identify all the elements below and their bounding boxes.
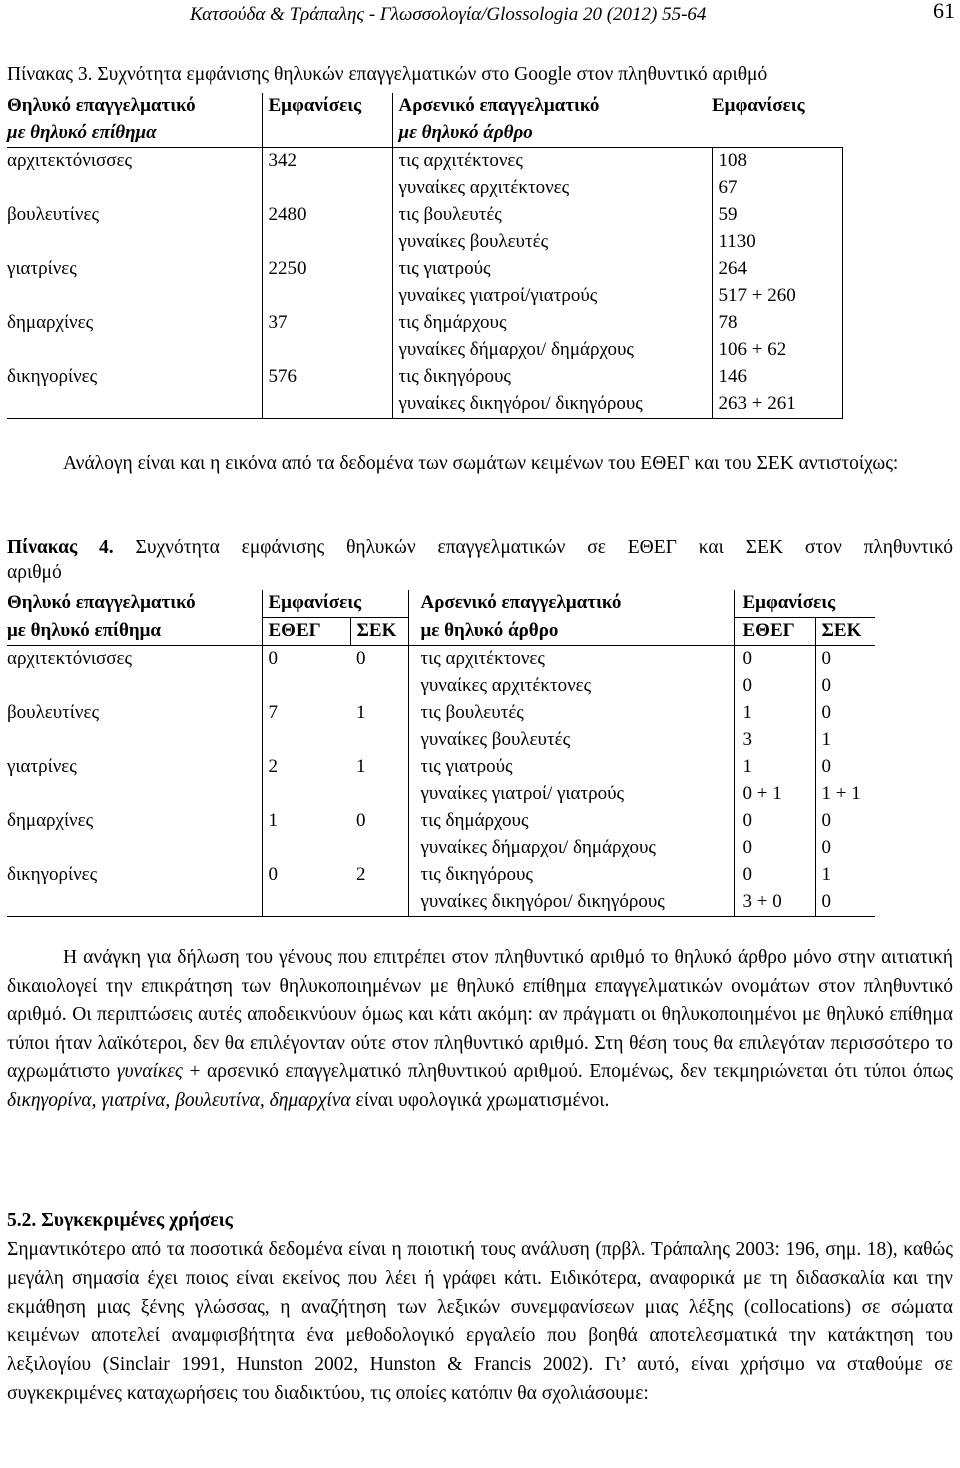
t3-cell-feminine-count: 2480 <box>262 202 392 229</box>
t3-cell-feminine <box>7 391 262 419</box>
t4-cell-eqeg-masc: 0 <box>734 808 815 835</box>
t3-cell-feminine-count <box>262 337 392 364</box>
t3-cell-feminine-count: 576 <box>262 364 392 391</box>
table4-caption-line2: αριθμό <box>7 562 62 583</box>
t3-cell-masculine-count: 106 + 62 <box>712 337 842 364</box>
t4-cell-eqeg-masc: 0 <box>734 646 815 674</box>
table-row <box>7 310 842 337</box>
t3-cell-feminine-count: 37 <box>262 310 392 337</box>
t3-cell-masculine: γυναίκες δικηγόροι/ δικηγόρους <box>392 391 712 419</box>
table-row <box>7 283 842 310</box>
t4-cell-eqeg-masc: 0 <box>734 862 815 889</box>
t4-cell-eqeg-masc: 0 <box>734 835 815 862</box>
paragraph-between-tables: Ανάλογη είναι και η εικόνα από τα δεδομένα των σωμάτων κειμένων του ΕΘΕΓ και του ΣΕΚ αντιστοίχως: <box>63 453 899 474</box>
table4-caption-label: Πίνακας 4. <box>7 537 114 558</box>
t3-cell-masculine-count: 59 <box>712 202 842 229</box>
t3-cell-masculine: γυναίκες γιατροί/γιατρούς <box>392 283 712 310</box>
t3-cell-masculine-count: 263 + 261 <box>712 391 842 419</box>
t3-cell-feminine: βουλευτίνες <box>7 202 262 229</box>
section-body: Σημαντικότερο από τα ποσοτικά δεδομένα είναι η ποιοτική τους ανάλυση (πρβλ. Τράπαλης 2003: 196, σημ. 18), καθώς μεγάλη σημασία έχει ποιος είναι εκείνος που λέει ή γράφει κάτι. Ειδικότερα, αναφορικά με τη διδασκαλία και την εκμάθηση μιας ξένης γλώσσας, η αναζήτηση των λεξικών συνεμφανίσεων μιας λέξης (collocations) σε σώματα κειμένων αποτελεί αναμφισβήτητα ένα μεθοδολογικό εργαλείο που βοηθά αποτελεσματικά την κατάκτηση του λεξιλογίου (Sinclair 1991, Hunston 2002, Hunston & Francis 2002). Γι’ αυτό, είναι χρήσιμο να σταθούμε σε συγκεκριμένες καταχωρήσεις του διαδικτύου, τις οποίες κατόπιν θα σχολιάσουμε: <box>7 1239 953 1404</box>
t3-cell-feminine: γιατρίνες <box>7 256 262 283</box>
t4-cell-sek: 0 <box>356 810 366 831</box>
t3-cell-masculine: τις δικηγόρους <box>392 364 712 391</box>
t4-header-col3-line1: Αρσενικό επαγγελματικό <box>408 590 734 618</box>
t3-header-col3-line1: Αρσενικό επαγγελματικό <box>398 95 600 116</box>
t4-header-sub-b: ΣΕΚ <box>350 618 408 646</box>
t3-cell-feminine-count <box>262 283 392 310</box>
t4-cell-sek: 2 <box>356 864 366 885</box>
t3-cell-masculine-count: 517 + 260 <box>712 283 842 310</box>
t4-cell-feminine <box>7 781 262 808</box>
t4-cell-sek: 1 <box>356 702 366 723</box>
table3-caption: Πίνακας 3. Συχνότητα εμφάνισης θηλυκών επαγγελματικών στο Google στον πληθυντικό αριθμό <box>7 64 768 85</box>
t3-cell-masculine-count: 108 <box>712 148 842 176</box>
table4 <box>7 590 875 917</box>
t4-cell-eqeg-masc: 0 <box>734 673 815 700</box>
table-row <box>7 754 875 781</box>
t4-cell-feminine: αρχιτεκτόνισσες <box>7 646 262 674</box>
t3-cell-feminine <box>7 229 262 256</box>
section-heading: 5.2. Συγκεκριμένες χρήσεις <box>7 1210 233 1231</box>
table-row <box>7 781 875 808</box>
t4-header-sub-c: ΕΘΕΓ <box>734 618 815 646</box>
table-row <box>7 835 875 862</box>
t3-cell-feminine: δημαρχίνες <box>7 310 262 337</box>
t3-cell-feminine-count: 2250 <box>262 256 392 283</box>
t4-cell-eqeg: 0 <box>268 864 278 885</box>
t4-cell-sek: 1 <box>356 756 366 777</box>
analysis-text-3: είναι υφολογικά χρωματισμένοι. <box>350 1089 610 1111</box>
t4-header-sub-a: ΕΘΕΓ <box>262 618 350 646</box>
t3-cell-masculine-count: 67 <box>712 175 842 202</box>
t3-cell-masculine: τις δημάρχους <box>392 310 712 337</box>
t4-cell-sek-masc: 1 + 1 <box>821 783 861 804</box>
t3-header-col2: Εμφανίσεις <box>262 93 392 120</box>
t3-cell-masculine: γυναίκες βουλευτές <box>392 229 712 256</box>
t3-cell-feminine-count <box>262 175 392 202</box>
t3-cell-masculine: τις γιατρούς <box>392 256 712 283</box>
t3-cell-masculine-count: 146 <box>712 364 842 391</box>
t4-cell-sek-masc: 1 <box>821 864 831 885</box>
t4-cell-eqeg: 1 <box>268 810 278 831</box>
table-row <box>7 889 875 917</box>
t4-cell-eqeg-masc: 3 + 0 <box>734 889 815 917</box>
t4-cell-sek <box>350 673 408 700</box>
t3-cell-masculine: τις βουλευτές <box>392 202 712 229</box>
t4-cell-eqeg <box>262 835 350 862</box>
t4-cell-masculine: τις δικηγόρους <box>408 862 734 889</box>
t4-cell-feminine <box>7 673 262 700</box>
t3-cell-masculine: γυναίκες αρχιτέκτονες <box>392 175 712 202</box>
t3-cell-masculine-count: 264 <box>712 256 842 283</box>
table-row <box>7 364 842 391</box>
t3-header-col1-line2: με θηλυκό επίθημα <box>7 120 262 148</box>
t4-cell-feminine: δικηγορίνες <box>7 862 262 889</box>
t4-cell-sek: 0 <box>356 648 366 669</box>
t4-cell-feminine <box>7 889 262 917</box>
t4-cell-sek-masc: 0 <box>821 675 831 696</box>
t4-cell-masculine: γυναίκες δήμαρχοι/ δημάρχους <box>408 835 734 862</box>
t3-cell-masculine-count: 78 <box>712 310 842 337</box>
t4-header-col1-line2: με θηλυκό επίθημα <box>7 618 262 646</box>
t4-cell-sek-masc: 1 <box>821 729 831 750</box>
analysis-paragraph <box>7 944 953 1115</box>
table-row <box>7 862 875 889</box>
analysis-italic-2: δικηγορίνα, γιατρίνα, βουλευτίνα, δημαρχίνα <box>7 1089 351 1111</box>
t3-cell-feminine <box>7 337 262 364</box>
t3-cell-feminine <box>7 175 262 202</box>
t4-cell-sek-masc: 0 <box>821 810 831 831</box>
t3-cell-feminine: δικηγορίνες <box>7 364 262 391</box>
t4-cell-masculine: γυναίκες βουλευτές <box>408 727 734 754</box>
t3-cell-masculine: γυναίκες δήμαρχοι/ δημάρχους <box>392 337 712 364</box>
t4-cell-feminine: δημαρχίνες <box>7 808 262 835</box>
table-row <box>7 391 842 419</box>
t4-cell-eqeg-masc: 0 + 1 <box>734 781 815 808</box>
t4-cell-sek-masc: 0 <box>815 889 875 917</box>
table-row <box>7 727 875 754</box>
t4-cell-masculine: τις γιατρούς <box>408 754 734 781</box>
t3-cell-feminine-count: 342 <box>262 148 392 176</box>
table-row <box>7 700 875 727</box>
t4-cell-eqeg <box>262 673 350 700</box>
running-header-citation: Κατσούδα & Τράπαλης - Γλωσσολογία/Glossologia 20 (2012) 55-64 <box>190 4 707 25</box>
t3-cell-masculine: τις αρχιτέκτονες <box>392 148 712 176</box>
t4-cell-sek-masc: 0 <box>821 702 831 723</box>
page-number: 61 <box>933 0 955 23</box>
t4-cell-eqeg: 2 <box>268 756 278 777</box>
table-row <box>7 229 842 256</box>
t3-header-col3-line2: με θηλυκό άρθρο <box>392 120 712 148</box>
t4-header-col3-line2: με θηλυκό άρθρο <box>408 618 734 646</box>
t4-cell-eqeg-masc: 3 <box>734 727 815 754</box>
analysis-text-2: + αρσενικό επαγγελματικό πληθυντικού αριθμού. Επομένως, δεν τεκμηριώνεται ότι τύποι όπως <box>182 1061 954 1082</box>
t4-cell-masculine: γυναίκες γιατροί/ γιατρούς <box>408 781 734 808</box>
t4-cell-feminine: γιατρίνες <box>7 754 262 781</box>
t4-cell-eqeg <box>262 727 350 754</box>
table-row <box>7 673 875 700</box>
t4-header-col1-line1: Θηλυκό επαγγελματικό <box>7 590 262 618</box>
t4-cell-eqeg: 0 <box>268 648 278 669</box>
table3 <box>7 93 843 419</box>
analysis-text-1: Η ανάγκη για δήλωση του γένους που επιτρέπει στον πληθυντικό αριθμό το θηλυκό άρθρο μόνο στην αιτιατική δικαιολογεί την επικράτηση των θηλυκοποιημένων με θηλυκό επίθημα επαγγελματικών ονομάτων στον πληθυντικό αριθμό. Οι περιπτώσεις αυτές αποδεικνύουν όμως και κάτι ακόμη: αν πράγματι οι θηλυκοποιημένοι με θηλυκό επίθημα τύποι ήταν λαϊκότεροι, δεν θα επιλέγονταν ούτε στον πληθυντικό αριθμό. Στη θέση τους θα επιλεγόταν περισσότερο το αχρωμάτιστο <box>7 947 953 1082</box>
table4-caption <box>7 534 953 562</box>
t3-cell-feminine-count <box>262 229 392 256</box>
t3-cell-feminine <box>7 283 262 310</box>
t4-header-col2: Εμφανίσεις <box>262 590 408 618</box>
t4-cell-sek <box>350 781 408 808</box>
table-row <box>7 808 875 835</box>
table-row <box>7 646 875 674</box>
t4-cell-feminine <box>7 727 262 754</box>
table-row <box>7 148 842 176</box>
t4-header-col4: Εμφανίσεις <box>734 590 875 618</box>
t4-cell-masculine: τις αρχιτέκτονες <box>408 646 734 674</box>
t4-cell-eqeg-masc: 1 <box>734 754 815 781</box>
analysis-italic-1: γυναίκες <box>116 1061 183 1082</box>
t4-cell-eqeg <box>262 781 350 808</box>
t4-cell-feminine: βουλευτίνες <box>7 700 262 727</box>
t4-cell-sek-masc: 0 <box>821 756 831 777</box>
t4-cell-sek-masc: 0 <box>821 648 831 669</box>
table-row <box>7 202 842 229</box>
t4-cell-sek <box>350 835 408 862</box>
t4-cell-masculine: τις δημάρχους <box>408 808 734 835</box>
table-row <box>7 256 842 283</box>
table-row <box>7 175 842 202</box>
t4-cell-eqeg: 7 <box>268 702 278 723</box>
t4-cell-sek-masc: 0 <box>821 837 831 858</box>
table-row <box>7 337 842 364</box>
t4-cell-masculine: γυναίκες δικηγόροι/ δικηγόρους <box>408 889 734 917</box>
t4-cell-sek <box>350 889 408 917</box>
t3-cell-feminine: αρχιτεκτόνισσες <box>7 148 262 176</box>
t4-cell-masculine: τις βουλευτές <box>408 700 734 727</box>
t4-cell-sek <box>350 727 408 754</box>
t4-cell-eqeg-masc: 1 <box>734 700 815 727</box>
t4-header-sub-d: ΣΕΚ <box>815 618 875 646</box>
t4-cell-masculine: γυναίκες αρχιτέκτονες <box>408 673 734 700</box>
t3-header-col4: Εμφανίσεις <box>712 95 805 116</box>
t3-cell-masculine-count: 1130 <box>712 229 842 256</box>
t4-cell-eqeg <box>262 889 350 917</box>
t3-cell-feminine-count <box>262 391 392 419</box>
t3-header-col1-line1: Θηλυκό επαγγελματικό <box>7 93 262 120</box>
table4-caption-text: Συχνότητα εμφάνισης θηλυκών επαγγελματικών σε ΕΘΕΓ και ΣΕΚ στον πληθυντικό <box>135 537 954 558</box>
t4-cell-feminine <box>7 835 262 862</box>
